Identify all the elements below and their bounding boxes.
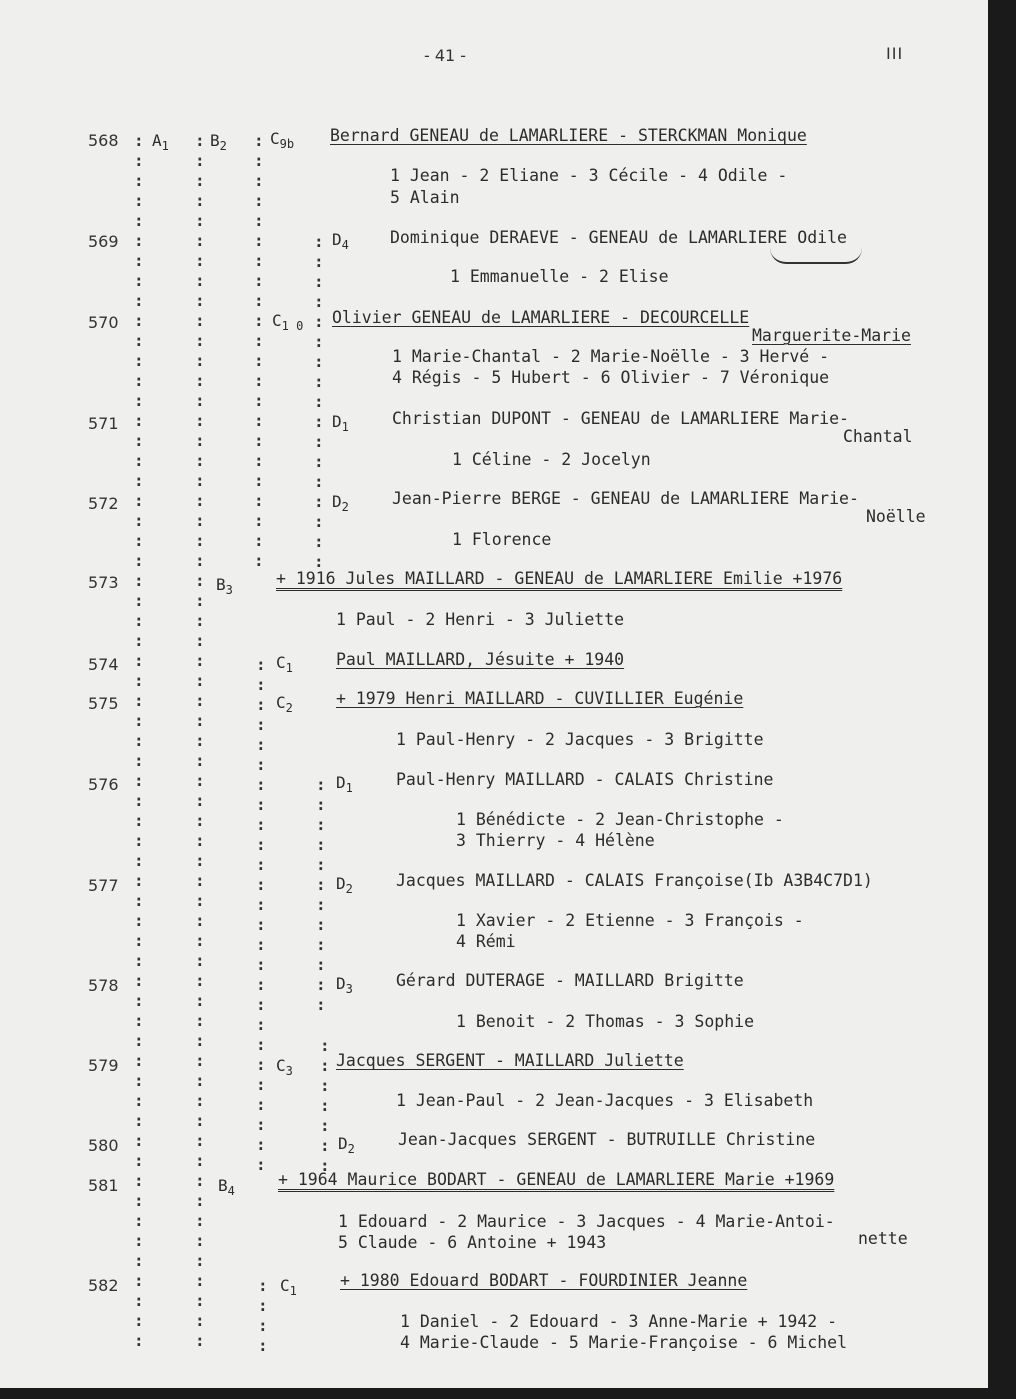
colon-mark: :	[195, 1151, 205, 1170]
entry-title: Christian DUPONT - GENEAU de LAMARLIERE Marie-	[392, 409, 849, 428]
colon-mark: :	[195, 1211, 205, 1230]
colon-mark: :	[258, 1276, 268, 1295]
colon-mark: :	[314, 372, 324, 391]
colon-mark: :	[134, 311, 144, 330]
colon-mark: :	[314, 332, 324, 351]
colon-mark: :	[195, 1191, 205, 1210]
colon-mark: :	[134, 1331, 144, 1350]
entry-number: 576	[88, 775, 119, 794]
colon-mark: :	[134, 1031, 144, 1050]
colon-mark: :	[256, 915, 266, 934]
colon-mark: :	[254, 491, 264, 510]
colon-mark: :	[195, 611, 205, 630]
colon-mark: :	[195, 1271, 205, 1290]
colon-mark: :	[256, 1135, 266, 1154]
colon-mark: :	[195, 411, 205, 430]
generation-label: $C_{9b}$	[270, 129, 295, 151]
colon-mark: :	[195, 931, 205, 950]
generation-label: $C_2$	[276, 693, 293, 715]
colon-mark: :	[256, 975, 266, 994]
colon-mark: :	[256, 855, 266, 874]
entry-number: 581	[88, 1176, 119, 1195]
colon-mark: :	[134, 731, 144, 750]
colon-mark: :	[320, 1136, 330, 1155]
colon-mark: :	[134, 811, 144, 830]
colon-mark: :	[134, 531, 144, 550]
colon-mark: :	[254, 511, 264, 530]
colon-mark: :	[195, 1251, 205, 1270]
colon-mark: :	[256, 715, 266, 734]
colon-mark: :	[254, 451, 264, 470]
colon-mark: :	[134, 951, 144, 970]
children-line: 1 Xavier - 2 Etienne - 3 François -	[456, 911, 804, 930]
colon-mark: :	[195, 971, 205, 990]
colon-mark: :	[256, 1075, 266, 1094]
colon-mark: :	[314, 312, 324, 331]
entry-number: 575	[88, 694, 119, 713]
colon-mark: :	[195, 231, 205, 250]
colon-mark: :	[316, 775, 326, 794]
colon-mark: :	[314, 272, 324, 291]
colon-mark: :	[195, 511, 205, 530]
colon-mark: :	[314, 392, 324, 411]
colon-mark: :	[195, 691, 205, 710]
entry-number: 577	[88, 876, 119, 895]
colon-mark: :	[195, 651, 205, 670]
colon-mark: :	[195, 551, 205, 570]
colon-mark: :	[195, 491, 205, 510]
colon-mark: :	[134, 231, 144, 250]
entry-title: + 1979 Henri MAILLARD - CUVILLIER Eugénie	[336, 689, 744, 708]
generation-label: $D_2$	[336, 874, 353, 896]
colon-mark: :	[195, 911, 205, 930]
colon-mark: :	[195, 291, 205, 310]
colon-mark: :	[320, 1096, 330, 1115]
entry-title-continued: Noëlle	[866, 507, 926, 526]
colon-mark: :	[195, 711, 205, 730]
colon-mark: :	[134, 651, 144, 670]
entry-title: + 1964 Maurice BODART - GENEAU de LAMARLIERE Marie +1969	[278, 1170, 835, 1189]
colon-mark: :	[314, 492, 324, 511]
colon-mark: :	[134, 751, 144, 770]
colon-mark: :	[254, 531, 264, 550]
colon-mark: :	[254, 351, 264, 370]
colon-mark: :	[134, 891, 144, 910]
generation-label: $B_2$	[210, 131, 227, 153]
colon-mark: :	[256, 835, 266, 854]
colon-mark: :	[134, 571, 144, 590]
colon-mark: :	[195, 831, 205, 850]
colon-mark: :	[134, 1251, 144, 1270]
colon-mark: :	[134, 1171, 144, 1190]
colon-mark: :	[134, 1111, 144, 1130]
colon-mark: :	[320, 1036, 330, 1055]
colon-mark: :	[254, 151, 264, 170]
entry-title-continued: Chantal	[843, 427, 913, 446]
generation-label: $D_3$	[336, 974, 353, 996]
colon-mark: :	[254, 391, 264, 410]
colon-mark: :	[195, 1051, 205, 1070]
colon-mark: :	[256, 955, 266, 974]
colon-mark: :	[195, 351, 205, 370]
colon-mark: :	[195, 251, 205, 270]
colon-mark: :	[134, 991, 144, 1010]
colon-mark: :	[134, 1271, 144, 1290]
colon-mark: :	[254, 411, 264, 430]
colon-mark: :	[195, 1291, 205, 1310]
children-line: 1 Marie-Chantal - 2 Marie-Noëlle - 3 Hervé -	[392, 347, 830, 366]
colon-mark: :	[195, 191, 205, 210]
colon-mark: :	[134, 1151, 144, 1170]
colon-mark: :	[254, 311, 264, 330]
colon-mark: :	[256, 795, 266, 814]
children-line: 1 Paul - 2 Henri - 3 Juliette	[336, 610, 625, 629]
entry-title: Paul MAILLARD, Jésuite + 1940	[336, 650, 625, 669]
colon-mark: :	[195, 1011, 205, 1030]
colon-mark: :	[258, 1336, 268, 1355]
colon-mark: :	[195, 1111, 205, 1130]
colon-mark: :	[254, 211, 264, 230]
colon-mark: :	[316, 935, 326, 954]
children-line: 5 Alain	[390, 188, 460, 207]
entry-number: 571	[88, 414, 119, 433]
colon-mark: :	[134, 491, 144, 510]
entry-title: Jean-Pierre BERGE - GENEAU de LAMARLIERE Marie-	[392, 489, 859, 508]
colon-mark: :	[134, 1211, 144, 1230]
colon-mark: :	[256, 995, 266, 1014]
colon-mark: :	[320, 1156, 330, 1175]
colon-mark: :	[134, 371, 144, 390]
colon-mark: :	[314, 292, 324, 311]
colon-mark: :	[195, 951, 205, 970]
entry-title-continued: Marguerite-Marie	[752, 326, 911, 345]
colon-mark: :	[195, 671, 205, 690]
colon-mark: :	[195, 131, 205, 150]
colon-mark: :	[256, 675, 266, 694]
colon-mark: :	[195, 591, 205, 610]
colon-mark: :	[134, 331, 144, 350]
colon-mark: :	[195, 371, 205, 390]
generation-label: $D_2$	[338, 1134, 355, 1156]
entry-title: Jacques SERGENT - MAILLARD Juliette	[336, 1051, 684, 1070]
entry-title: + 1980 Edouard BODART - FOURDINIER Jeanne	[340, 1271, 748, 1290]
colon-mark: :	[254, 471, 264, 490]
children-line: 1 Florence	[452, 530, 552, 549]
colon-mark: :	[314, 452, 324, 471]
colon-mark: :	[134, 551, 144, 570]
colon-mark: :	[316, 915, 326, 934]
entry-title: Olivier GENEAU de LAMARLIERE - DECOURCELLE	[332, 308, 750, 327]
children-line: 1 Jean - 2 Eliane - 3 Cécile - 4 Odile -	[390, 166, 788, 185]
children-line: 1 Benoit - 2 Thomas - 3 Sophie	[456, 1012, 755, 1031]
children-line: 4 Marie-Claude - 5 Marie-Françoise - 6 Michel	[400, 1333, 848, 1352]
entry-number: 568	[88, 131, 119, 150]
colon-mark: :	[314, 532, 324, 551]
colon-mark: :	[134, 1231, 144, 1250]
colon-mark: :	[314, 472, 324, 491]
colon-mark: :	[134, 1131, 144, 1150]
colon-mark: :	[134, 411, 144, 430]
generation-label: $D_4$	[332, 230, 349, 252]
colon-mark: :	[256, 1095, 266, 1114]
colon-mark: :	[195, 851, 205, 870]
colon-mark: :	[256, 1035, 266, 1054]
colon-mark: :	[195, 771, 205, 790]
children-line: 1 Daniel - 2 Edouard - 3 Anne-Marie + 1942 -	[400, 1312, 838, 1331]
colon-mark: :	[314, 552, 324, 571]
entry-number: 574	[88, 655, 119, 674]
colon-mark: :	[254, 191, 264, 210]
colon-mark: :	[195, 1031, 205, 1050]
entry-number: 578	[88, 976, 119, 995]
colon-mark: :	[195, 891, 205, 910]
colon-mark: :	[256, 1055, 266, 1074]
colon-mark: :	[195, 451, 205, 470]
entry-number: 570	[88, 313, 119, 332]
children-line-continued: nette	[858, 1229, 908, 1248]
colon-mark: :	[254, 231, 264, 250]
colon-mark: :	[195, 751, 205, 770]
colon-mark: :	[254, 131, 264, 150]
colon-mark: :	[258, 1296, 268, 1315]
generation-label: $D_2$	[332, 492, 349, 514]
colon-mark: :	[195, 631, 205, 650]
colon-mark: :	[320, 1056, 330, 1075]
colon-mark: :	[316, 815, 326, 834]
entry-number: 573	[88, 573, 119, 592]
colon-mark: :	[195, 171, 205, 190]
children-line: 4 Régis - 5 Hubert - 6 Olivier - 7 Véronique	[392, 368, 830, 387]
colon-mark: :	[256, 775, 266, 794]
colon-mark: :	[134, 1011, 144, 1030]
colon-mark: :	[316, 975, 326, 994]
colon-mark: :	[134, 831, 144, 850]
colon-mark: :	[254, 331, 264, 350]
colon-mark: :	[316, 895, 326, 914]
generation-label: $B_3$	[216, 575, 233, 597]
colon-mark: :	[134, 251, 144, 270]
colon-mark: :	[195, 811, 205, 830]
colon-mark: :	[134, 711, 144, 730]
colon-mark: :	[134, 1071, 144, 1090]
colon-mark: :	[256, 655, 266, 674]
entry-title: Dominique DERAEVE - GENEAU de LAMARLIERE Odile	[390, 228, 847, 247]
colon-mark: :	[254, 431, 264, 450]
colon-mark: :	[195, 1171, 205, 1190]
colon-mark: :	[256, 875, 266, 894]
colon-mark: :	[195, 871, 205, 890]
colon-mark: :	[316, 995, 326, 1014]
colon-mark: :	[134, 591, 144, 610]
colon-mark: :	[195, 1311, 205, 1330]
colon-mark: :	[134, 851, 144, 870]
colon-mark: :	[316, 835, 326, 854]
colon-mark: :	[316, 855, 326, 874]
colon-mark: :	[134, 1051, 144, 1070]
generation-label: $A_1$	[152, 131, 169, 153]
colon-mark: :	[134, 471, 144, 490]
colon-mark: :	[134, 871, 144, 890]
colon-mark: :	[134, 791, 144, 810]
children-line: 3 Thierry - 4 Hélène	[456, 831, 655, 850]
colon-mark: :	[256, 935, 266, 954]
colon-mark: :	[256, 1115, 266, 1134]
colon-mark: :	[320, 1116, 330, 1135]
colon-mark: :	[134, 691, 144, 710]
children-line: 1 Céline - 2 Jocelyn	[452, 450, 651, 469]
generation-label: $D_1$	[336, 773, 353, 795]
colon-mark: :	[256, 735, 266, 754]
colon-mark: :	[195, 471, 205, 490]
colon-mark: :	[134, 771, 144, 790]
colon-mark: :	[134, 291, 144, 310]
colon-mark: :	[134, 151, 144, 170]
children-line: 1 Paul-Henry - 2 Jacques - 3 Brigitte	[396, 730, 764, 749]
colon-mark: :	[195, 1071, 205, 1090]
colon-mark: :	[195, 531, 205, 550]
entry-title: Paul-Henry MAILLARD - CALAIS Christine	[396, 770, 774, 789]
colon-mark: :	[256, 815, 266, 834]
colon-mark: :	[134, 631, 144, 650]
colon-mark: :	[195, 1091, 205, 1110]
colon-mark: :	[316, 875, 326, 894]
colon-mark: :	[195, 571, 205, 590]
generation-label: $C_3$	[276, 1056, 293, 1078]
colon-mark: :	[254, 251, 264, 270]
colon-mark: :	[134, 911, 144, 930]
colon-mark: :	[314, 432, 324, 451]
children-line: 1 Jean-Paul - 2 Jean-Jacques - 3 Elisabeth	[396, 1091, 814, 1110]
colon-mark: :	[254, 551, 264, 570]
entry-title: Jean-Jacques SERGENT - BUTRUILLE Christine	[398, 1130, 816, 1149]
section-number: III	[886, 44, 904, 63]
colon-mark: :	[195, 271, 205, 290]
handwritten-circle-mark	[770, 248, 862, 264]
entry-number: 582	[88, 1276, 119, 1295]
children-line: 1 Emmanuelle - 2 Elise	[450, 267, 669, 286]
colon-mark: :	[254, 291, 264, 310]
colon-mark: :	[256, 1155, 266, 1174]
children-line: 1 Edouard - 2 Maurice - 3 Jacques - 4 Marie-Antoi-	[338, 1212, 835, 1231]
colon-mark: :	[195, 431, 205, 450]
colon-mark: :	[314, 232, 324, 251]
colon-mark: :	[256, 695, 266, 714]
colon-mark: :	[314, 352, 324, 371]
colon-mark: :	[314, 412, 324, 431]
colon-mark: :	[134, 1191, 144, 1210]
colon-mark: :	[314, 512, 324, 531]
entry-number: 569	[88, 232, 119, 251]
generation-label: $C_1$	[280, 1276, 297, 1298]
page-number: - 41 -	[424, 46, 467, 65]
colon-mark: :	[256, 755, 266, 774]
entry-number: 572	[88, 494, 119, 513]
generation-label: $B_4$	[218, 1176, 235, 1198]
entry-title: Jacques MAILLARD - CALAIS Françoise(Ib A3B4C7D1)	[396, 871, 873, 890]
colon-mark: :	[195, 1231, 205, 1250]
entry-title: Bernard GENEAU de LAMARLIERE - STERCKMAN Monique	[330, 126, 807, 145]
colon-mark: :	[256, 895, 266, 914]
colon-mark: :	[134, 431, 144, 450]
colon-mark: :	[195, 151, 205, 170]
colon-mark: :	[195, 211, 205, 230]
colon-mark: :	[134, 191, 144, 210]
colon-mark: :	[316, 795, 326, 814]
colon-mark: :	[134, 511, 144, 530]
colon-mark: :	[134, 351, 144, 370]
colon-mark: :	[134, 131, 144, 150]
colon-mark: :	[254, 371, 264, 390]
colon-mark: :	[314, 252, 324, 271]
colon-mark: :	[195, 1131, 205, 1150]
colon-mark: :	[134, 1291, 144, 1310]
colon-mark: :	[134, 931, 144, 950]
colon-mark: :	[195, 991, 205, 1010]
colon-mark: :	[134, 1091, 144, 1110]
colon-mark: :	[134, 671, 144, 690]
children-line: 4 Rémi	[456, 932, 516, 951]
colon-mark: :	[195, 391, 205, 410]
colon-mark: :	[134, 211, 144, 230]
colon-mark: :	[134, 611, 144, 630]
colon-mark: :	[134, 271, 144, 290]
colon-mark: :	[195, 731, 205, 750]
colon-mark: :	[134, 451, 144, 470]
colon-mark: :	[134, 171, 144, 190]
colon-mark: :	[134, 391, 144, 410]
colon-mark: :	[195, 311, 205, 330]
children-line: 5 Claude - 6 Antoine + 1943	[338, 1233, 607, 1252]
colon-mark: :	[134, 971, 144, 990]
entry-title: Gérard DUTERAGE - MAILLARD Brigitte	[396, 971, 744, 990]
colon-mark: :	[195, 331, 205, 350]
colon-mark: :	[320, 1076, 330, 1095]
children-line: 1 Bénédicte - 2 Jean-Christophe -	[456, 810, 784, 829]
entry-title: + 1916 Jules MAILLARD - GENEAU de LAMARLIERE Emilie +1976	[276, 569, 843, 588]
colon-mark: :	[316, 955, 326, 974]
colon-mark: :	[195, 1331, 205, 1350]
generation-label: $C_{1 0}$	[272, 311, 304, 333]
colon-mark: :	[258, 1316, 268, 1335]
colon-mark: :	[195, 791, 205, 810]
colon-mark: :	[256, 1015, 266, 1034]
generation-label: $D_1$	[332, 412, 349, 434]
colon-mark: :	[254, 171, 264, 190]
colon-mark: :	[134, 1311, 144, 1330]
generation-label: $C_1$	[276, 653, 293, 675]
entry-number: 579	[88, 1056, 119, 1075]
entry-number: 580	[88, 1136, 119, 1155]
colon-mark: :	[254, 271, 264, 290]
